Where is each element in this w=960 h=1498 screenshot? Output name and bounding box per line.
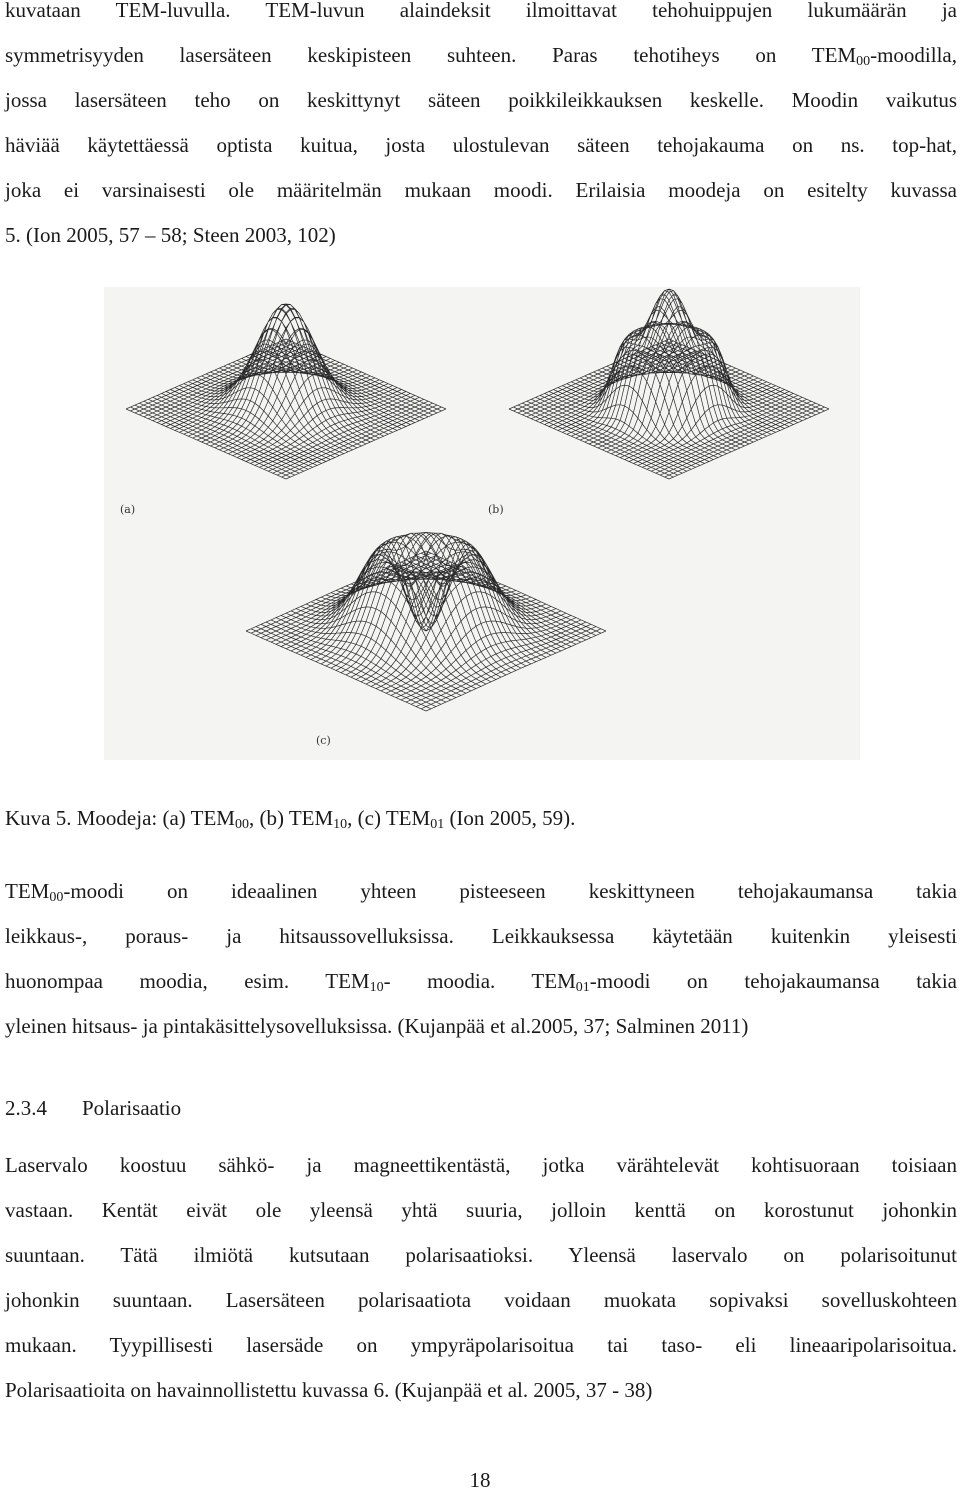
text-line: kuvataan TEM-luvulla. TEM-luvun alaindeksit ilmoittavat tehohuippujen lukumäärän ja — [5, 0, 957, 22]
text-line: leikkaus-, poraus- ja hitsaussovelluksissa. Leikkauksessa käytetään kuitenkin yleisesti — [5, 924, 957, 948]
wireframe-mesh — [246, 532, 606, 711]
text-line: suuntaan. Tätä ilmiötä kutsutaan polarisaatioksi. Yleensä laservalo on polarisoitunut — [5, 1243, 957, 1267]
section-title: Polarisaatio — [82, 1096, 182, 1120]
text-line: huonompaa moodia, esim. $TEM_{10}-$ moodia. $TEM_{01}$-moodi on tehojakaumansa takia — [5, 969, 958, 995]
text-line: 5. (Ion 2005, 57 – 58; Steen 2003, 102) — [5, 223, 336, 247]
figure-caption: Kuva 5. Moodeja: (a) $TEM_{00}$, (b) $TEM_{10}$, (c) $TEM_{01}$ (Ion 2005, 59). — [5, 806, 576, 832]
tem00-surface-plot — [126, 304, 446, 479]
text-line: Laservalo koostuu sähkö- ja magneettikentästä, jotka värähtelevät kohtisuoraan toisiaan — [5, 1153, 957, 1177]
text-line: mukaan. Tyypillisesti lasersäde on ympyräpolarisoitua tai taso- eli lineaaripolarisoitua. — [5, 1333, 957, 1357]
figure-laser-modes — [104, 287, 860, 760]
section-heading — [5, 1086, 181, 1131]
panel-label-a: (a) — [120, 503, 136, 516]
section-number: 2.3.4 — [5, 1096, 47, 1120]
tem10-surface-plot — [509, 289, 829, 479]
wireframe-mesh — [126, 304, 446, 479]
text-line: johonkin suuntaan. Lasersäteen polarisaatiota voidaan muokata sopivaksi sovelluskohteen — [5, 1288, 957, 1312]
text-line: symmetrisyyden lasersäteen keskipisteen suhteen. Paras tehotiheys on $TEM_{00}$-moodilla, — [5, 43, 957, 69]
mode-plots — [104, 287, 860, 760]
paragraph-polarisation — [5, 1143, 957, 1413]
paragraph-modes — [5, 869, 957, 1049]
text-line: yleinen hitsaus- ja pintakäsittelysovelluksissa. (Kujanpää et al.2005, 37; Salminen 2011) — [5, 1014, 749, 1038]
text-line: Polarisaatioita on havainnollistettu kuvassa 6. (Kujanpää et al. 2005, 37 - 38) — [5, 1378, 653, 1402]
text-line: häviää käytettäessä optista kuitua, josta ulostulevan säteen tehojakauma on ns. top-hat, — [5, 133, 957, 157]
wireframe-mesh — [509, 289, 829, 479]
text-line: vastaan. Kentät eivät ole yleensä yhtä suuria, jolloin kenttä on korostunut johonkin — [5, 1198, 957, 1222]
text-line: $TEM_{00}$-moodi on ideaalinen yhteen pisteeseen keskittyneen tehojakaumansa takia — [5, 879, 957, 905]
panel-label-c: (c) — [316, 734, 331, 747]
panel-label-b: (b) — [488, 503, 504, 516]
text-line: jossa lasersäteen teho on keskittynyt säteen poikkileikkauksen keskelle. Moodin vaikutus — [5, 88, 957, 112]
page-number: 18 — [469, 1468, 491, 1492]
tem01-surface-plot — [246, 532, 606, 711]
text-line: joka ei varsinaisesti ole määritelmän mukaan moodi. Erilaisia moodeja on esitelty kuvassa — [5, 178, 957, 202]
paragraph-intro — [5, 0, 957, 258]
